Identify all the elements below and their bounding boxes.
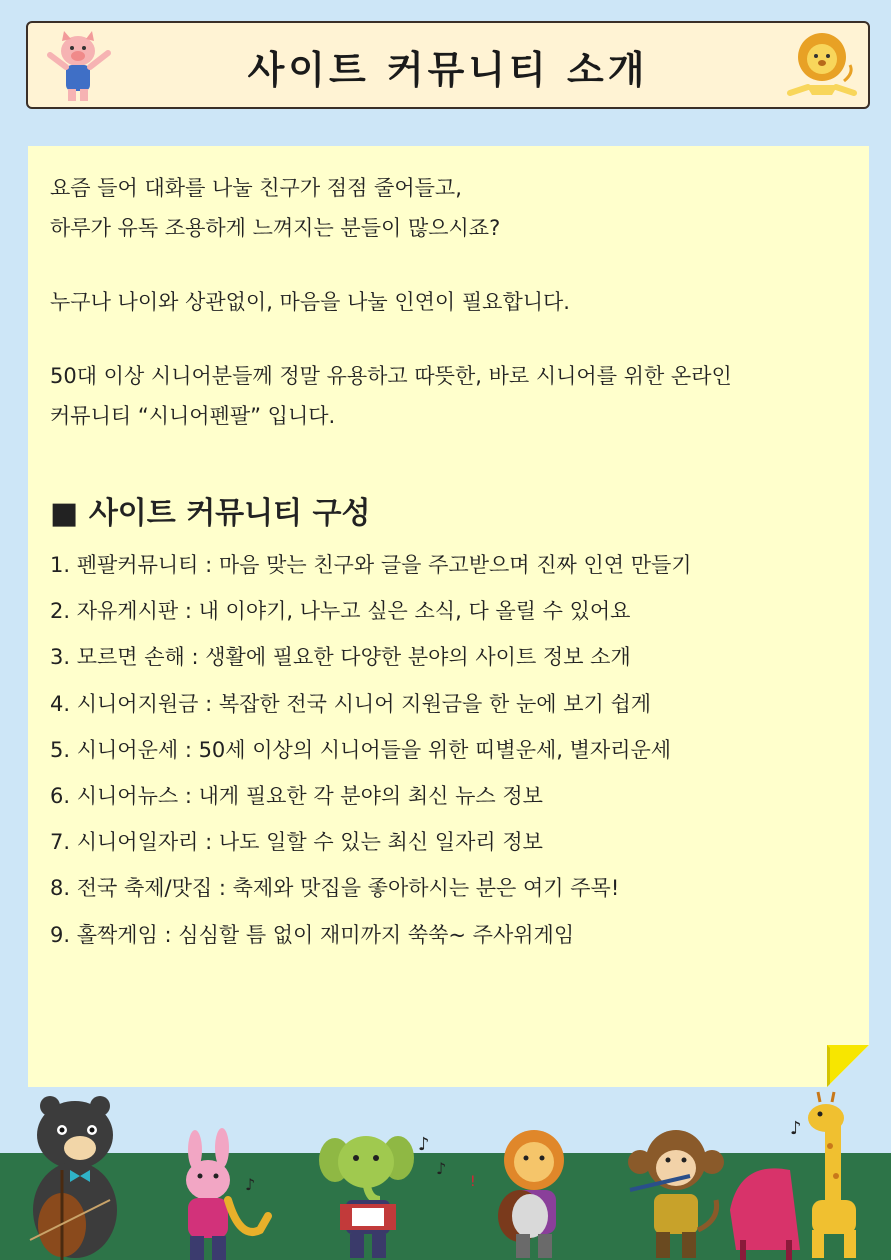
list-item: 2. 자유게시판 : 내 이야기, 나누고 싶은 소식, 다 올릴 수 있어요 xyxy=(50,599,631,624)
intro-text xyxy=(50,168,860,436)
svg-text:♪: ♪ xyxy=(245,1175,256,1194)
section-title: 사이트 커뮤니티 구성 xyxy=(88,496,371,531)
svg-text:♪: ♪ xyxy=(436,1159,447,1178)
rabbit-saxophone-icon xyxy=(186,1128,268,1260)
svg-text:♪: ♪ xyxy=(418,1134,430,1155)
list-item: 5. 시니어운세 : 50세 이상의 시니어들을 위한 띠별운세, 별자리운세 xyxy=(50,737,672,762)
monkey-flute-icon xyxy=(628,1130,724,1258)
list-item: 1. 펜팔커뮤니티 : 마음 맞는 친구와 글을 주고받으며 진짜 인연 만들기 xyxy=(50,553,692,577)
list-item: 3. 모르면 손해 : 생활에 필요한 다양한 분야의 사이트 정보 소개 xyxy=(50,645,631,670)
intro-line: 하루가 유독 조용하게 느껴지는 분들이 많으시죠? xyxy=(50,216,501,240)
intro-line: 커뮤니티 “시니어펜팔” 입니다. xyxy=(50,404,336,428)
list-item: 6. 시니어뉴스 : 내게 필요한 각 분야의 최신 뉴스 정보 xyxy=(50,783,543,808)
content-note xyxy=(28,146,869,1087)
list-item: 4. 시니어지원금 : 복잡한 전국 시니어 지원금을 한 눈에 보기 쉽게 xyxy=(50,691,652,716)
page-fold-icon xyxy=(827,1045,869,1087)
bear-cello-icon xyxy=(30,1096,117,1260)
intro-line: 요즘 들어 대화를 나눌 친구가 점점 줄어들고, xyxy=(50,176,462,200)
svg-text:♪: ♪ xyxy=(790,1118,802,1139)
intro-line: 누구나 나이와 상관없이, 마음을 나눌 인연이 필요합니다. xyxy=(50,290,570,314)
list-item: 8. 전국 축제/맛집 : 축제와 맛집을 좋아하시는 분은 여기 주목! xyxy=(50,876,620,901)
lion-drum-icon xyxy=(470,1130,564,1258)
animal-band-illustration xyxy=(0,1090,891,1260)
square-bullet-icon: ■ xyxy=(50,496,79,531)
feature-list xyxy=(50,542,692,958)
elephant-accordion-icon xyxy=(319,1134,446,1258)
svg-text:!: ! xyxy=(470,1174,476,1190)
lion-icon xyxy=(786,29,858,105)
intro-line: 50대 이상 시니어분들께 정말 유용하고 따뜻한, 바로 시니어를 위한 온라인 xyxy=(50,364,732,388)
list-item: 9. 홀짝게임 : 심심할 틈 없이 재미까지 쑥쑥~ 주사위게임 xyxy=(50,922,575,947)
title-banner xyxy=(26,21,870,109)
page-title: 사이트 커뮤니티 소개 xyxy=(247,48,649,92)
giraffe-piano-icon xyxy=(730,1092,856,1260)
list-item: 7. 시니어일자리 : 나도 일할 수 있는 최신 일자리 정보 xyxy=(50,830,543,855)
section-heading xyxy=(50,488,371,532)
